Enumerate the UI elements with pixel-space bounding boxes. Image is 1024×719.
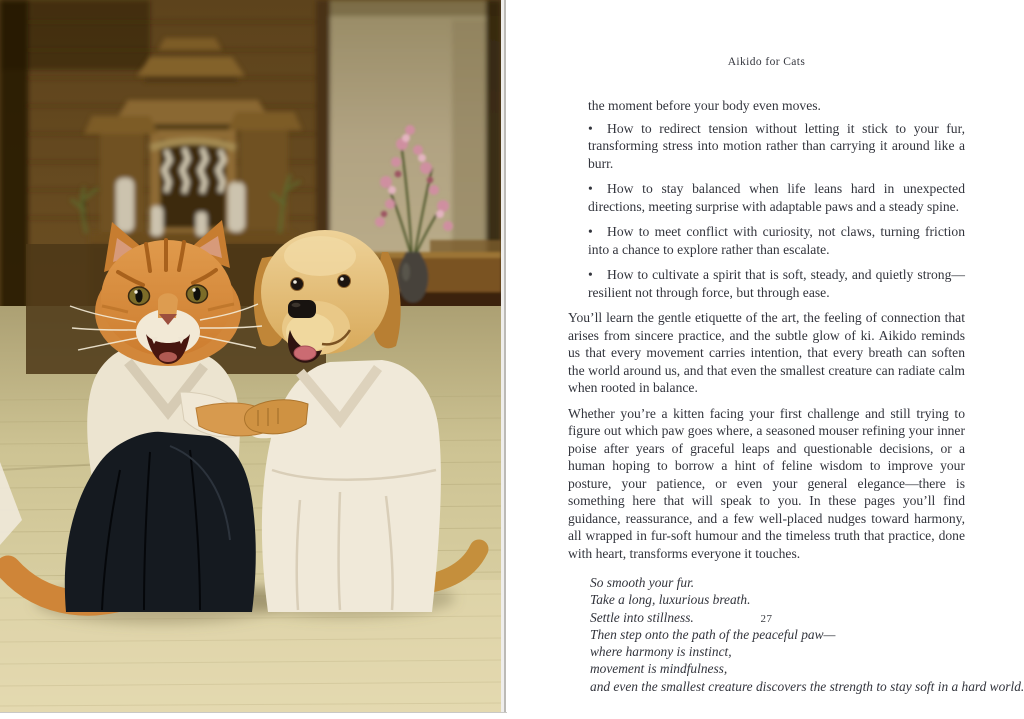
bullet-text: How to cultivate a spirit that is soft, steady, and quietly strong—resilient not through force, but through ease. <box>588 267 965 300</box>
bullet-text: How to redirect tension without letting it stick to your fur, transforming stress into motion rather than carrying it around like a burr. <box>588 120 965 171</box>
bullet-item <box>568 180 965 215</box>
bullet-marker: • <box>588 224 593 239</box>
paragraph: Whether you’re a kitten facing your first challenge and still trying to figure out which paw goes where, a seasoned mouser refining your inner poise after years of graceful leaps and questionable decisions, or a human hoping to borrow a hint of feline wisdom to improve your posture, your patience, or even your general elegance—there is something here that will speak to you. In these pages you’ll find guidance, reassurance, and a few well-placed nudges toward harmony, all wrapped in fur-soft humour and the timeless truth that practice, done with heart, transforms everyone it touches. <box>568 405 965 561</box>
verse-line: Settle into stillness. <box>590 609 694 625</box>
clasped-paws <box>196 400 308 436</box>
text-page <box>507 0 1024 713</box>
closing-verse <box>590 574 1024 695</box>
bullet-marker: • <box>588 120 593 136</box>
continuation-line: the moment before your body even moves. <box>588 98 821 113</box>
verse-line: and even the smallest creature discovers the strength to stay soft in a hard world. <box>590 678 1024 694</box>
bullet-marker: • <box>588 267 593 282</box>
running-header: Aikido for Cats <box>727 56 806 68</box>
page-gutter-line <box>504 0 506 713</box>
bullet-text: How to stay balanced when life leans hard in unexpected directions, meeting surprise with adaptable paws and a steady spine. <box>588 181 965 214</box>
dojo-photo-art <box>0 0 501 713</box>
verse-line: So smooth your fur. <box>590 575 695 590</box>
bullet-item <box>568 266 965 301</box>
verse-line: movement is mindfulness, <box>590 661 728 677</box>
bullet-marker: • <box>588 181 593 196</box>
body-text <box>568 97 1024 695</box>
dojo-photo <box>0 0 501 713</box>
bullet-text: How to meet conflict with curiosity, not claws, turning friction into a chance to explore rather than escalate. <box>588 224 965 257</box>
paragraph: You’ll learn the gentle etiquette of the art, the feeling of connection that arises from sincere practice, and the subtle glow of ki. Aikido reminds us that every movement carries intention, that every breath can soften the world around us, and that even the smallest creature can radiate calm when rooted in balance. <box>568 310 965 395</box>
verse-line: Take a long, luxurious breath. <box>590 592 751 608</box>
verse-line: Then step onto the path of the peaceful paw— <box>590 626 836 642</box>
bullet-item <box>568 120 965 173</box>
page-number: 27 <box>760 613 773 625</box>
bullet-item <box>568 223 965 258</box>
verse-line: where harmony is instinct, <box>590 644 732 660</box>
